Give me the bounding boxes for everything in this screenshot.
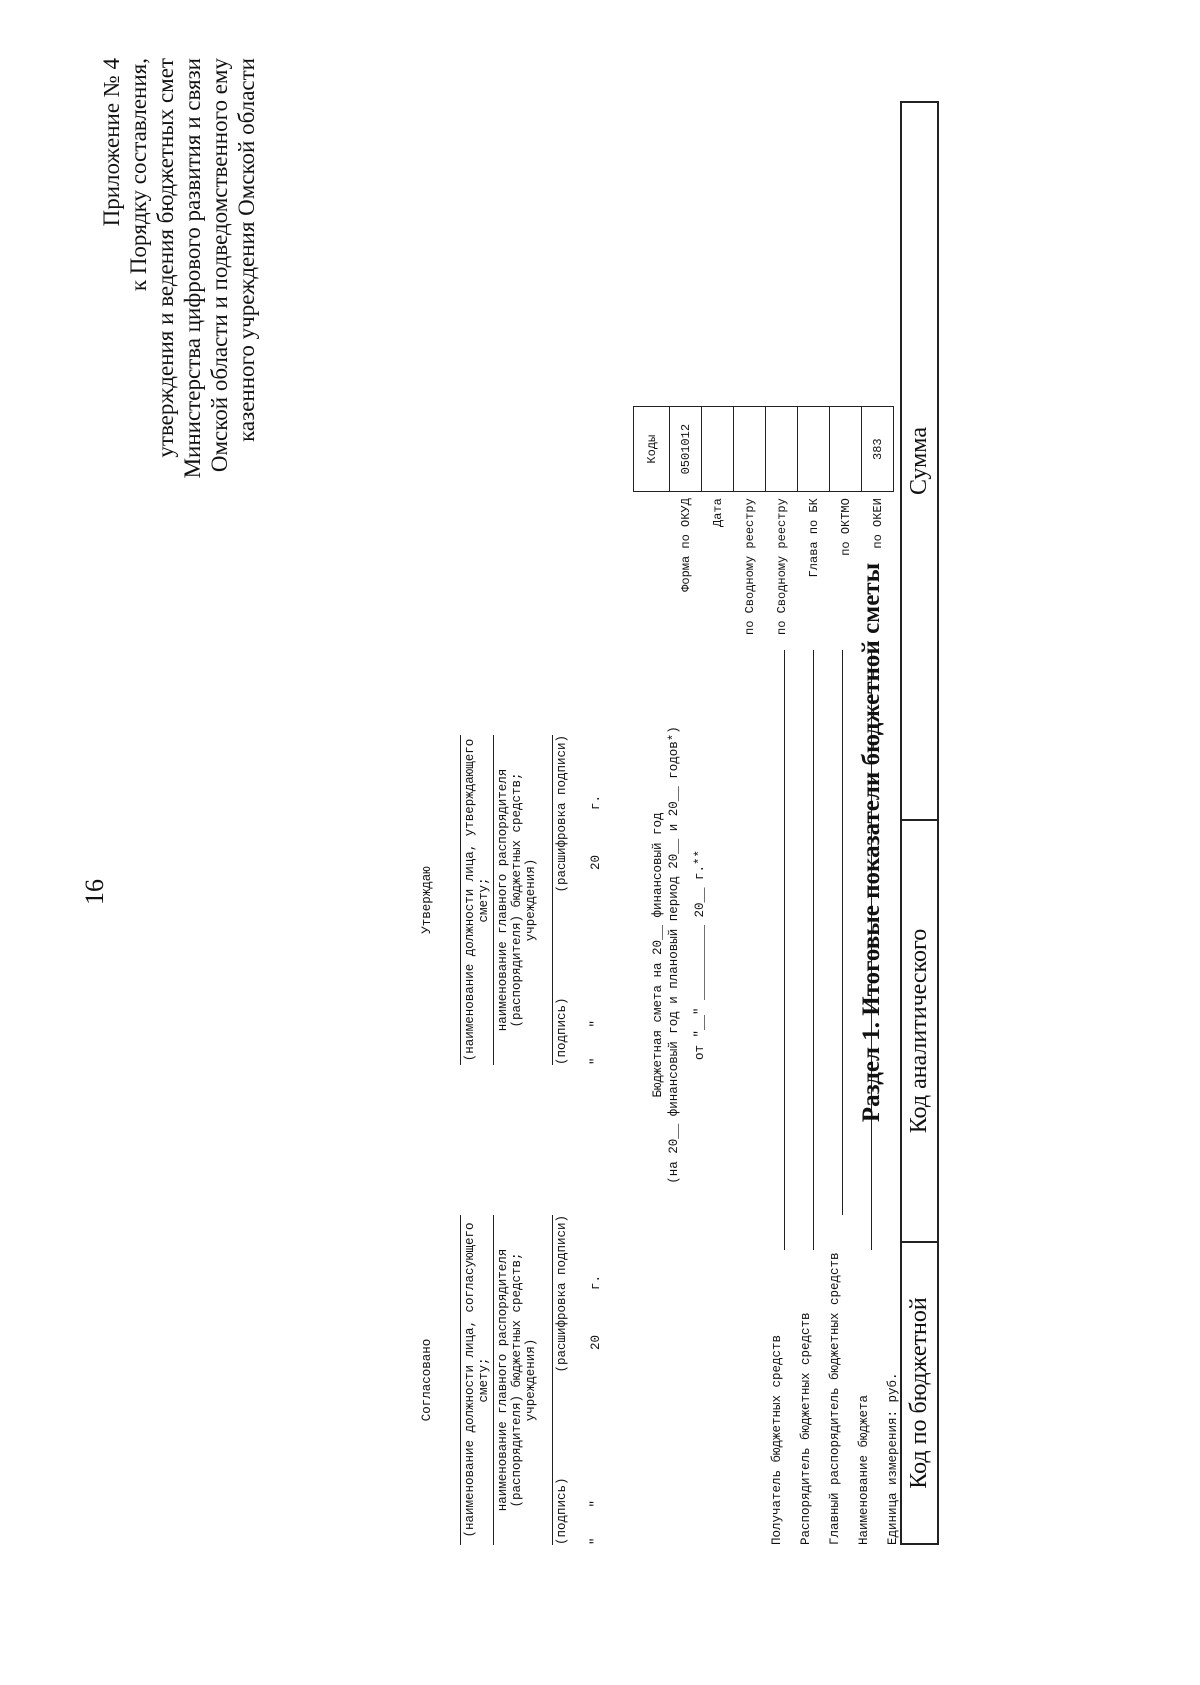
smeta-date: от "__" __________ 20__ г.**: [693, 849, 707, 1061]
code-label: по Сводному реестру: [742, 498, 757, 635]
codes-row: [766, 407, 798, 635]
code-value: [830, 407, 862, 492]
page-number: 16: [80, 879, 109, 905]
fill-line: [842, 650, 843, 1215]
column-header: Код аналитического: [902, 819, 937, 1241]
smeta-title: [650, 695, 708, 1215]
code-value: 0501012: [670, 407, 702, 492]
signature-row: [552, 735, 569, 1065]
codes-row: [734, 407, 766, 635]
smeta-line1: Бюджетная смета на 20__ финансовый год: [651, 812, 665, 1098]
appendix-line: утверждения и ведения бюджетных смет: [153, 58, 178, 458]
field-row: [755, 1252, 784, 1545]
codes-row: [670, 407, 702, 635]
date-line: " " 20 г.: [589, 1274, 603, 1545]
field-row: [813, 1252, 842, 1545]
codes-row: [702, 407, 734, 635]
code-value: [766, 407, 798, 492]
position-caption: (наименование должности лица, утверждающего смету;: [463, 738, 491, 1062]
utverzhdayu-heading: Утверждаю: [420, 866, 434, 934]
appendix-line: казенного учреждения Омской области: [234, 58, 259, 442]
field-label: Получатель бюджетных средств: [770, 1334, 784, 1545]
fill-line: [784, 650, 785, 1250]
field-row: [784, 1252, 813, 1545]
codes-table: [633, 406, 894, 635]
appendix-line: Омской области и подведомственного ему: [207, 58, 232, 473]
decode-caption: (расшифровка подписи): [555, 1215, 569, 1373]
appendix-line: к Порядку составления,: [126, 58, 151, 292]
smeta-line2: (на 20__ финансовый год и плановый период 20__ и 20__ годов*): [667, 726, 681, 1184]
code-label: по ОКТМО: [838, 498, 853, 556]
code-value: [798, 407, 830, 492]
column-header: Сумма: [906, 427, 932, 495]
signature-caption: (подпись): [555, 997, 569, 1065]
org-caption: наименование главного распорядителя (распорядителя) бюджетных средств; учреждения): [493, 1215, 538, 1545]
codes-row: [830, 407, 862, 635]
codes-row: [798, 407, 830, 635]
field-label: Распорядитель бюджетных средств: [799, 1312, 813, 1545]
signature-caption: (подпись): [555, 1477, 569, 1545]
code-label: Дата: [710, 498, 725, 527]
field-label: Единица измерения: руб.: [886, 1372, 900, 1545]
appendix-header: [98, 58, 260, 818]
code-value: [734, 407, 766, 492]
date-line: " " 20 г.: [589, 794, 603, 1065]
code-label: по Сводному реестру: [774, 498, 789, 635]
code-label: Глава по БК: [806, 498, 821, 578]
signature-row: [552, 1215, 569, 1545]
code-label: Форма по ОКУД: [678, 498, 693, 592]
appendix-line: Приложение № 4: [99, 58, 124, 227]
code-label: по ОКЕИ: [870, 498, 885, 549]
soglasovano-block: [420, 1215, 603, 1545]
indicators-table-header: [900, 101, 939, 1545]
field-label: Наименование бюджета: [857, 1394, 871, 1545]
section-title: Раздел 1. Итоговые показатели бюджетной сметы: [858, 562, 885, 1123]
decode-caption: (расшифровка подписи): [555, 735, 569, 893]
code-value: 383: [862, 407, 894, 492]
codes-header: Коды: [634, 407, 670, 492]
field-label: Главный распорядитель бюджетных средств: [828, 1252, 842, 1545]
utverzhdayu-block: [420, 735, 603, 1065]
code-value: [702, 407, 734, 492]
appendix-line: Министерства цифрового развития и связи: [180, 58, 205, 479]
org-caption: наименование главного распорядителя (распорядителя) бюджетных средств; учреждения): [493, 735, 538, 1065]
fill-line: [813, 650, 814, 1250]
soglasovano-heading: Согласовано: [420, 1338, 434, 1422]
position-caption: (наименование должности лица, согласующего смету;: [463, 1222, 491, 1538]
column-header: Код по бюджетной: [902, 1241, 937, 1543]
